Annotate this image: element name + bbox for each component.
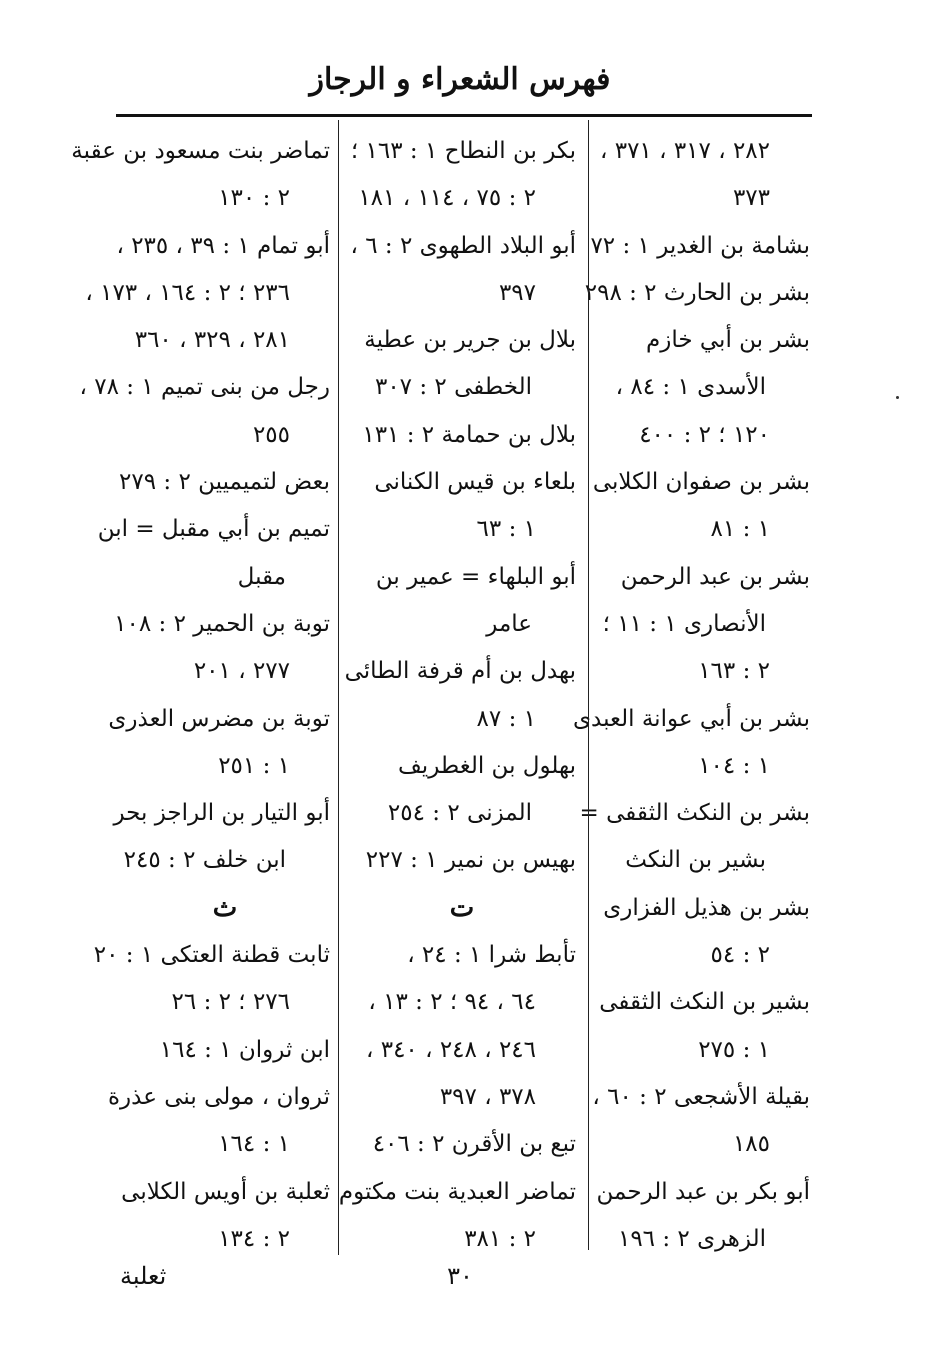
index-line: المزنى ٢ : ٢٥٤ — [387, 800, 532, 827]
index-line: أبو البلهاء = عمير بن — [375, 563, 576, 590]
index-line: ٢٣٦ ؛ ٢ : ١٦٤ ، ١٧٣ ، — [85, 279, 290, 306]
index-line: رجل من بنى تميم ١ : ٧٨ ، — [79, 374, 330, 401]
index-line: بلعاء بن قيس الكنانى — [374, 469, 576, 496]
index-line: أبو تمام ١ : ٣٩ ، ٢٣٥ ، — [116, 232, 330, 259]
index-line: تبع بن الأقرن ٢ : ٤٠٦ — [372, 1131, 576, 1158]
index-line: ١ : ٨٧ — [476, 705, 536, 732]
index-line: بشر بن هذيل الفزارى — [603, 894, 810, 921]
page-number: ٣٠ — [447, 1262, 473, 1290]
index-line: أبو التيار بن الراجز بحر — [113, 800, 330, 827]
index-line: ٣٧٨ ، ٣٩٧ — [439, 1083, 536, 1110]
index-line: بلال بن حمامة ٢ : ١٣١ — [362, 421, 576, 448]
index-line: بهيس بن نمير ١ : ٢٢٧ — [365, 847, 576, 874]
print-speck — [896, 396, 899, 399]
index-line: ٢٥٥ — [252, 421, 290, 448]
index-line: بشر بن النكث الثقفى = — [579, 800, 810, 827]
index-line: بشر بن أبي عوانة العبدى — [573, 705, 810, 732]
index-line: ١ : ١٠٤ — [698, 752, 770, 779]
section-letter: ت — [449, 892, 475, 923]
index-line: ٦٤ ، ٩٤ ؛ ٢ : ١٣ ، — [368, 989, 536, 1016]
section-letter: ث — [212, 892, 238, 923]
index-line: ٢٧٦ ؛ ٢ : ٢٦ — [171, 989, 290, 1016]
index-line: الأنصارى ١ : ١١ ؛ — [602, 610, 766, 637]
index-line: ٢٨١ ، ٣٢٩ ، ٣٦٠ — [134, 327, 290, 354]
index-line: الخطفى ٢ : ٣٠٧ — [374, 374, 532, 401]
index-line: ٣٩٧ — [498, 279, 536, 306]
index-line: الأسدى ١ : ٨٤ ، — [615, 374, 766, 401]
index-line: بشر بن عبد الرحمن — [620, 563, 810, 590]
index-line: بهدل بن أم قرفة الطائى — [344, 658, 576, 685]
index-line: ٢٤٦ ، ٢٤٨ ، ٣٤٠ ، — [365, 1036, 536, 1063]
index-line: توبة بن مضرس العذرى — [108, 705, 330, 732]
index-line: ٢ : ٣٨١ — [464, 1225, 536, 1252]
column-divider — [338, 120, 339, 1255]
index-line: ٣٧٣ — [732, 185, 770, 212]
index-line: أبو بكر بن عبد الرحمن — [596, 1178, 810, 1205]
header-rule — [116, 114, 812, 117]
index-line: بكر بن النطاح ١ : ١٦٣ ؛ — [350, 138, 576, 164]
index-line: توبة بن الحمير ٢ : ١٠٨ — [114, 610, 330, 637]
index-line: تأبط شرا ١ : ٢٤ ، — [407, 942, 576, 969]
index-line: ابن خلف ٢ : ٢٤٥ — [123, 847, 286, 874]
index-line: ٢٨٢ ، ٣١٧ ، ٣٧١ ، — [599, 138, 770, 164]
index-line: ١ : ٨١ — [710, 516, 770, 543]
index-line: بقيلة الأشجعى ٢ : ٦٠ ، — [592, 1083, 810, 1110]
index-line: ١٨٥ — [732, 1131, 770, 1158]
index-line: ثعلبة بن أويس الكلابى — [121, 1178, 330, 1205]
index-line: ١ : ٦٣ — [476, 516, 536, 543]
index-line: ٢ : ١٦٣ — [698, 658, 770, 685]
index-line: تماضر بنت مسعود بن عقبة — [71, 138, 330, 164]
index-line: أبو البلاد الطهوى ٢ : ٦ ، — [350, 232, 576, 259]
index-line: تميم بن أبي مقبل = ابن — [97, 516, 330, 543]
index-line: بشير بن النكث — [625, 847, 766, 874]
index-line: بشر بن أبي خازم — [646, 327, 810, 354]
index-line: بشامة بن الغدير ١ : ٧٢ — [590, 232, 810, 259]
index-line: ٢ : ١٣٠ — [218, 185, 290, 212]
index-line: ١٢٠ ؛ ٢ : ٤٠٠ — [639, 421, 770, 448]
index-line: ثروان ، مولى بنى عذرة — [108, 1083, 330, 1110]
index-line: ٢ : ٧٥ ، ١١٤ ، ١٨١ — [358, 185, 536, 212]
index-line: ٢ : ١٣٤ — [218, 1225, 290, 1252]
index-line: بشر بن صفوان الكلابى — [592, 469, 810, 496]
index-line: بهلول بن الغطريف — [397, 752, 576, 779]
index-line: بعض لتميميين ٢ : ٢٧٩ — [119, 469, 330, 496]
index-line: ٢٧٧ ، ٢٠١ — [193, 658, 290, 685]
catchword: ثعلبة — [120, 1262, 167, 1290]
index-line: ١ : ٢٥١ — [218, 752, 290, 779]
index-line: مقبل — [237, 563, 286, 590]
index-line: بلال بن جرير بن عطية — [364, 327, 576, 354]
index-line: ١ : ١٦٤ — [218, 1131, 290, 1158]
index-line: ثابت قطنة العتكى ١ : ٢٠ — [93, 942, 330, 969]
index-line: بشر بن الحارث ٢ : ٢٩٨ — [584, 279, 810, 306]
column-divider — [588, 120, 589, 1250]
index-column-middle — [338, 128, 576, 1253]
index-line: بشير بن النكث الثقفى — [599, 989, 810, 1016]
index-line: ١ : ٢٧٥ — [698, 1036, 770, 1063]
index-line: ابن ثروان ١ : ١٦٤ — [159, 1036, 330, 1063]
index-column-right — [573, 128, 810, 1253]
index-line: الزهرى ٢ : ١٩٦ — [617, 1225, 766, 1252]
index-column-left — [71, 128, 330, 1253]
index-line: تماضر العبدية بنت مكتوم — [338, 1178, 576, 1205]
page-title: فهرس الشعراء و الرجاز — [309, 62, 611, 97]
index-line: ٢ : ٥٤ — [710, 942, 770, 969]
index-line: عامر — [486, 610, 532, 637]
